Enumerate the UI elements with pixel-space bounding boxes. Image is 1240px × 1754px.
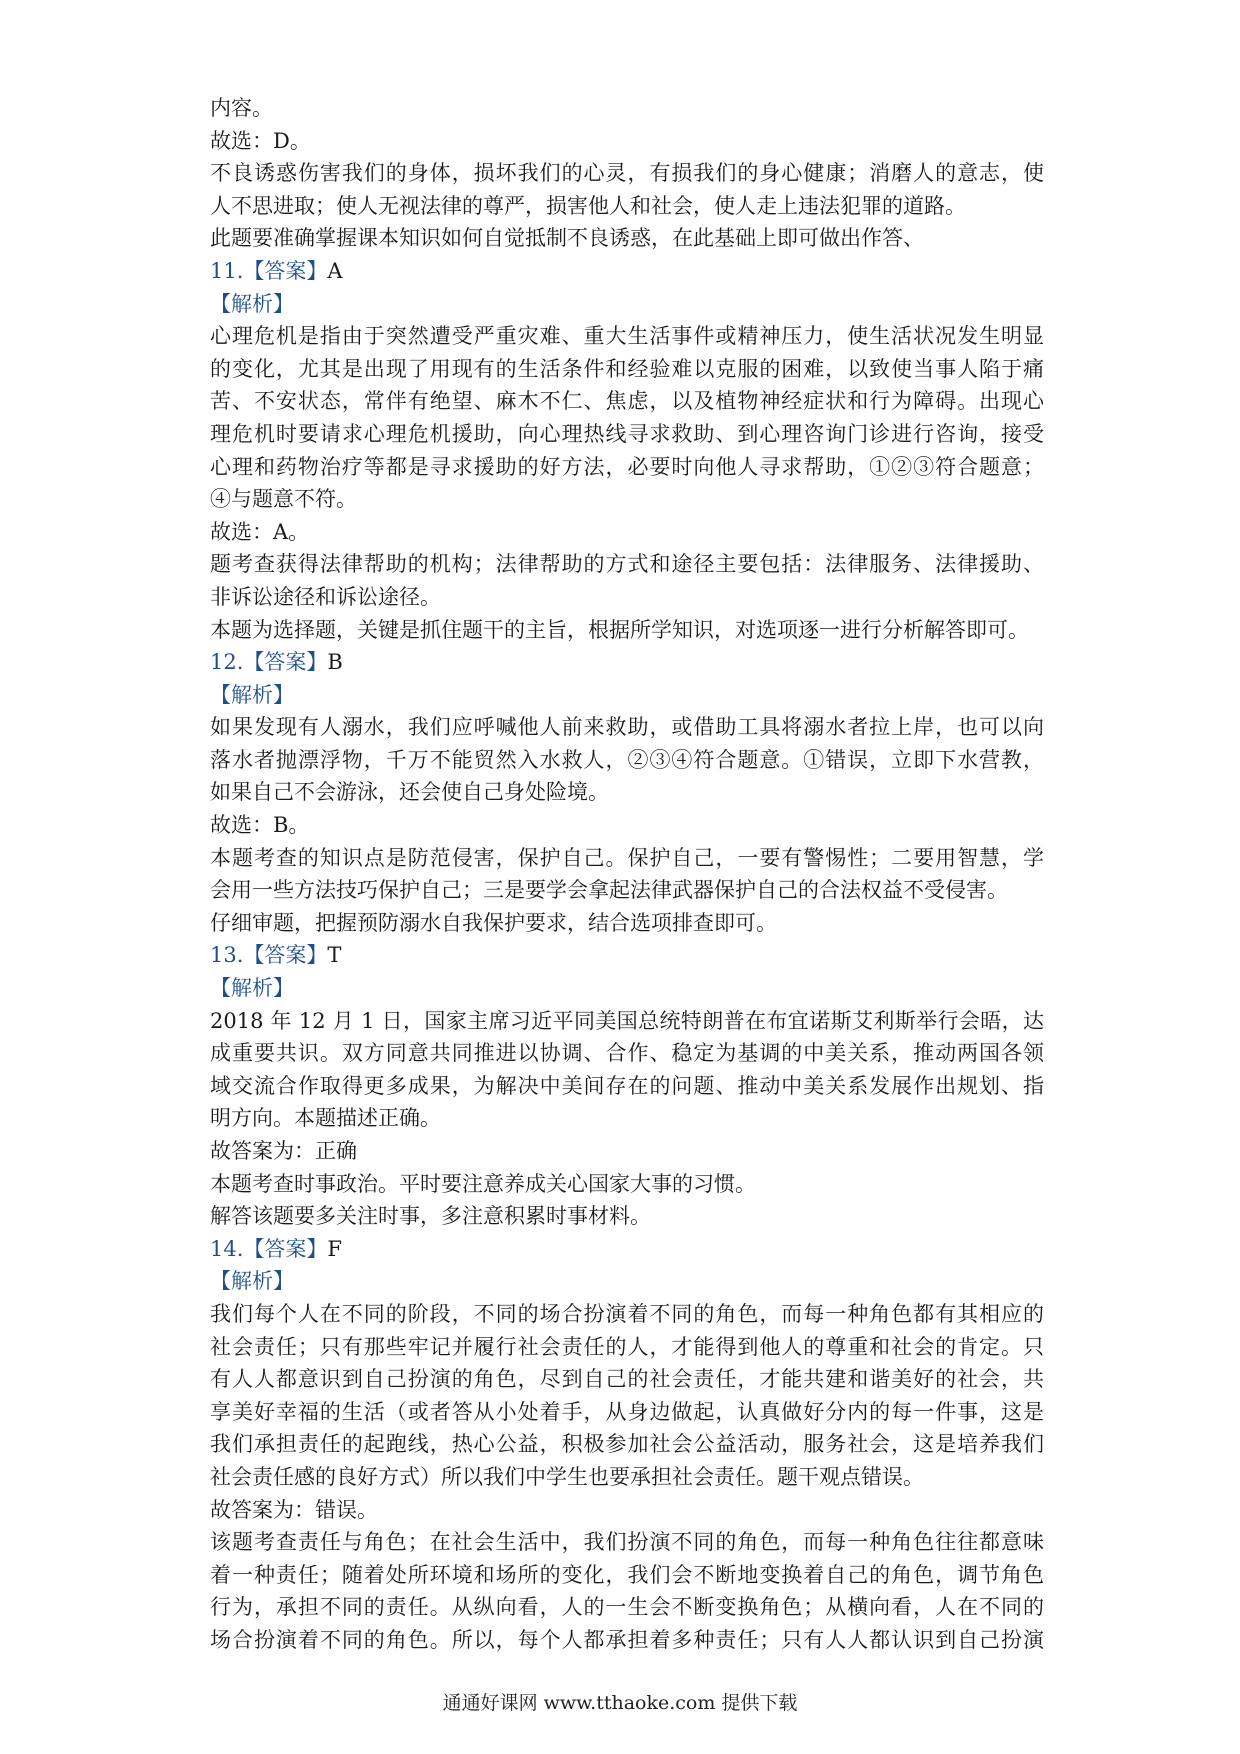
text-line: 成重要共识。双方同意共同推进以协调、合作、稳定为基调的中美关系，推动两国各领: [210, 1041, 1044, 1066]
answer-heading: [210, 646, 1044, 679]
text-line: 解答该题要多关注时事，多注意积累时事材料。: [210, 1204, 651, 1229]
answer-label: 【答案】: [243, 258, 328, 283]
analysis-label: 【解析】: [210, 976, 294, 1001]
text-line: ④与题意不符。: [210, 487, 357, 512]
text-line: 着一种责任；随着处所环境和场所的变化，我们会不断地变换着自己的角色，调节角色: [210, 1562, 1044, 1587]
text-line: 故答案为：正确: [210, 1139, 357, 1163]
text-line: 故选：A。: [210, 519, 310, 544]
analysis-label: 【解析】: [210, 291, 294, 316]
text-line: 社会责任；只有那些牢记并履行社会责任的人，才能得到他人的尊重和社会的肯定。只: [210, 1334, 1044, 1359]
text-line: 我们每个人在不同的阶段，不同的场合扮演着不同的角色，而每一种角色都有其相应的: [210, 1301, 1044, 1326]
text-line: 享美好幸福的生活（或者答从小处着手，从身边做起，认真做好分内的每一件事，这是: [210, 1399, 1044, 1424]
text-line: 苦、不安状态，常伴有绝望、麻木不仁、焦虑，以及植物神经症状和行为障碍。出现心: [210, 389, 1044, 414]
text-line: 2018 年 12 月 1 日，国家主席习近平同美国总统特朗普在布宜诺斯艾利斯举行会晤，达: [210, 1008, 1044, 1033]
text-line: 如果发现有人溺水，我们应呼喊他人前来救助，或借助工具将溺水者拉上岸，也可以向: [210, 715, 1044, 740]
question-number: 12.: [210, 650, 244, 675]
text-line: 仔细审题，把握预防溺水自我保护要求，结合选项排查即可。: [210, 910, 777, 935]
page-footer: 通通好课网 www.tthaoke.com 提供下载: [442, 1692, 798, 1714]
question-number: 11.: [210, 258, 244, 283]
answer-label: 【答案】: [243, 943, 328, 968]
text-line: 会用一些方法技巧保护自己；三是要学会拿起法律武器保护自己的合法权益不受侵害。: [210, 878, 1008, 903]
text-line: 心理和药物治疗等都是寻求援助的好方法，必要时向他人寻求帮助，①②③符合题意；: [210, 454, 1044, 479]
text-line: 此题要准确掌握课本知识如何自觉抵制不良诱惑，在此基础上即可做出作答、: [210, 226, 924, 251]
answer-value: T: [327, 943, 342, 968]
analysis-label: 【解析】: [210, 1269, 294, 1294]
answer-label: 【答案】: [243, 650, 328, 675]
answer-label: 【答案】: [243, 1236, 328, 1261]
answer-heading: [210, 1233, 1044, 1266]
text-line: 场合扮演着不同的角色。所以，每个人都承担着多种责任；只有人人都认识到自己扮演: [210, 1627, 1044, 1652]
text-line: 故答案为：错误。: [210, 1497, 378, 1522]
answer-value: F: [327, 1236, 342, 1261]
question-number: 14.: [210, 1236, 244, 1261]
text-line: 该题考查责任与角色；在社会生活中，我们扮演不同的角色，而每一种角色往往都意味: [210, 1530, 1044, 1555]
text-line: 社会责任感的良好方式）所以我们中学生也要承担社会责任。题干观点错误。: [210, 1464, 924, 1489]
text-line: 题考查获得法律帮助的机构；法律帮助的方式和途径主要包括：法律服务、法律援助、: [210, 552, 1044, 577]
text-line: 如果自己不会游泳，还会使自己身处险境。: [210, 780, 609, 805]
text-line: 不良诱惑伤害我们的身体，损坏我们的心灵，有损我们的身心健康；消磨人的意志，使: [210, 161, 1044, 186]
text-line: 行为，承担不同的责任。从纵向看，人的一生会不断变换角色；从横向看，人在不同的: [210, 1595, 1044, 1620]
analysis-label: 【解析】: [210, 682, 294, 707]
text-line: 非诉讼途径和诉讼途径。: [210, 584, 441, 609]
question-number: 13.: [210, 943, 244, 968]
text-line: 人不思进取；使人无视法律的尊严，损害他人和社会，使人走上违法犯罪的道路。: [210, 193, 966, 218]
text-line: 域交流合作取得更多成果，为解决中美间存在的问题、推动中美关系发展作出规划、指: [210, 1073, 1044, 1098]
document-body: [210, 92, 1044, 1657]
answer-value: A: [327, 258, 343, 283]
answer-heading: [210, 939, 1044, 972]
text-line: 本题考查的知识点是防范侵害，保护自己。保护自己，一要有警惕性；二要用智慧，学: [210, 845, 1044, 870]
text-line: 故选：B。: [210, 813, 310, 838]
text-line: 本题考查时事政治。平时要注意养成关心国家大事的习惯。: [210, 1171, 756, 1196]
text-line: 明方向。本题描述正确。: [210, 1106, 441, 1131]
text-line: 我们承担责任的起跑线，热心公益，积极参加社会公益活动，服务社会，这是培养我们: [210, 1432, 1044, 1457]
text-line: 有人人都意识到自己扮演的角色，尽到自己的社会责任，才能共建和谐美好的社会，共: [210, 1367, 1044, 1392]
text-line: 理危机时要请求心理危机援助，向心理热线寻求救助、到心理咨询门诊进行咨询，接受: [210, 421, 1044, 446]
answer-value: B: [327, 650, 343, 675]
text-line: 的变化，尤其是出现了用现有的生活条件和经验难以克服的困难，以致使当事人陷于痛: [210, 356, 1044, 381]
text-line: 心理危机是指由于突然遭受严重灾难、重大生活事件或精神压力，使生活状况发生明显: [210, 324, 1044, 349]
text-line: 故选：D。: [210, 128, 311, 153]
text-line: 落水者抛漂浮物，千万不能贸然入水救人，②③④符合题意。①错误，立即下水营教，: [210, 747, 1044, 772]
text-line: 内容。: [210, 96, 273, 120]
answer-heading: [210, 255, 1044, 288]
text-line: 本题为选择题，关键是抓住题干的主旨，根据所学知识，对选项逐一进行分析解答即可。: [210, 617, 1029, 642]
